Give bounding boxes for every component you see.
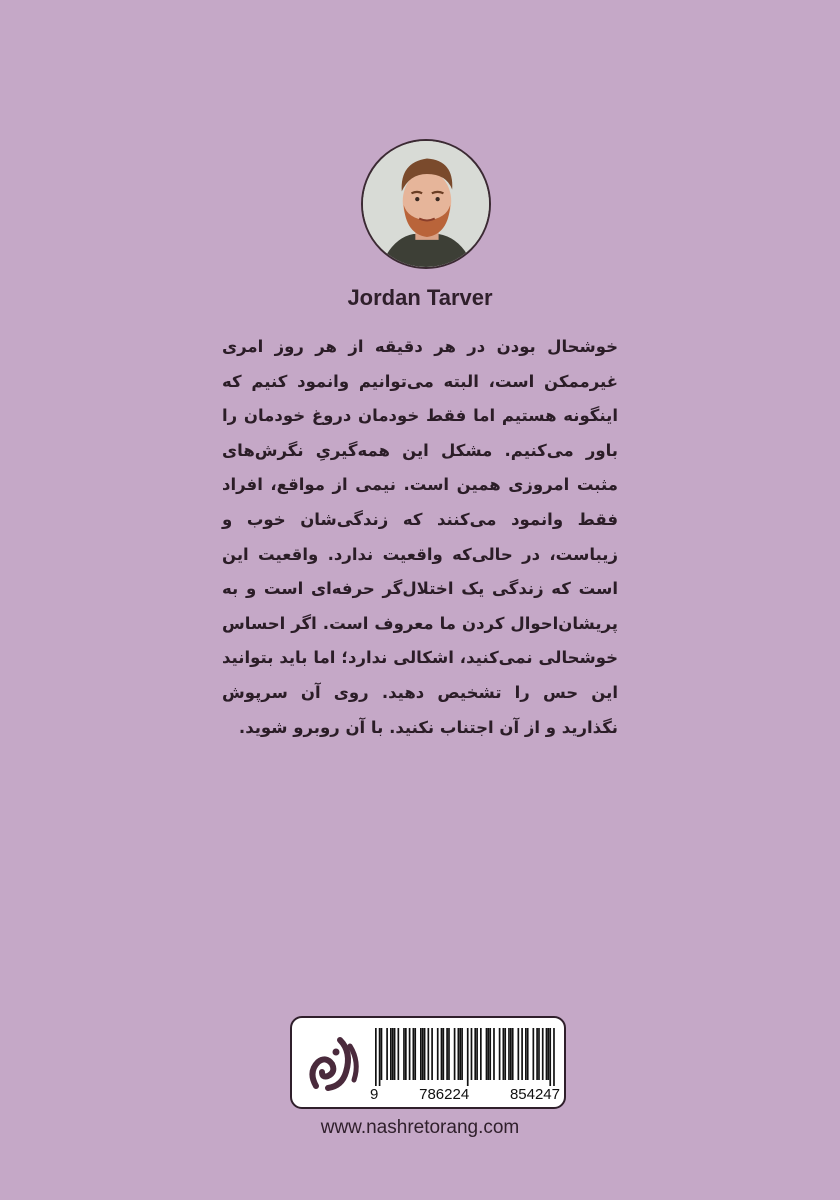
back-cover-blurb: خوشحال بودن در هر دقیقه از هر روز امری غیرممکن است، البته می‌توانیم وانمود کنیم که اینگونه هستیم اما فقط خودمان دروغ خودمان را باور می‌کنیم. مشکل این همه‌گیریِ نگرش‌های مثبت امروزی همین است. نیمی از مواقع، افراد فقط وانمود می‌کنند که زندگی‌شان خوب و زیباست، در حالی‌که واقعیت ندارد. واقعیت این است که زندگی یک اختلال‌گر حرفه‌ای است و به پریشان‌احوال کردن ما معروف است. اگر احساس خوشحالی نمی‌کنید، اشکالی ندارد؛ اما باید بتوانید این حس را تشخیص دهید. روی آن سرپوش نگذارید و از آن اجتناب نکنید. با آن روبرو شوید. — [222, 337, 618, 737]
barcode-bar — [392, 1028, 394, 1080]
isbn-group-1: 786224 — [419, 1086, 470, 1103]
barcode-bar — [474, 1028, 476, 1080]
barcode-bar — [431, 1028, 433, 1080]
barcode-bar — [409, 1028, 411, 1080]
barcode-bar — [546, 1028, 548, 1080]
barcode-bar — [488, 1028, 490, 1080]
barcode-bar — [458, 1028, 460, 1080]
barcode-bar — [553, 1028, 555, 1086]
barcode-bar — [405, 1028, 407, 1080]
barcode-bar — [512, 1028, 514, 1080]
barcode-bar — [461, 1028, 463, 1080]
barcode-bar — [503, 1028, 505, 1080]
barcode-bar — [548, 1028, 550, 1080]
barcode-bar — [489, 1028, 491, 1080]
barcode-bar — [422, 1028, 424, 1080]
barcode-bar — [493, 1028, 495, 1080]
publisher-website[interactable]: www.nashretorang.com — [320, 1117, 520, 1138]
barcode-bar — [542, 1028, 544, 1080]
barcode-bar — [446, 1028, 448, 1080]
barcode-bar — [413, 1028, 415, 1080]
publisher-logo-icon — [306, 1032, 364, 1094]
barcode-bar — [525, 1028, 527, 1080]
isbn-barcode — [375, 1028, 555, 1086]
author-photo — [361, 139, 491, 269]
barcode-bar — [441, 1028, 443, 1080]
barcode-bar — [424, 1028, 426, 1080]
barcode-bar — [379, 1028, 381, 1086]
isbn-group-2: 854247 — [509, 1086, 560, 1103]
barcode-bar — [398, 1028, 400, 1080]
barcode-bar — [521, 1028, 523, 1080]
barcode-bar — [443, 1028, 445, 1080]
barcode-bar — [390, 1028, 392, 1080]
barcode-panel — [290, 1016, 566, 1109]
barcode-bar — [527, 1028, 529, 1080]
barcode-bar — [454, 1028, 456, 1080]
barcode-bar — [437, 1028, 439, 1080]
barcode-bar — [508, 1028, 510, 1080]
author-name: Jordan Tarver — [347, 285, 493, 310]
barcode-bar — [533, 1028, 535, 1080]
barcode-bar — [471, 1028, 473, 1080]
barcode-bar — [518, 1028, 520, 1080]
barcode-bar — [386, 1028, 388, 1080]
barcode-bar — [504, 1028, 506, 1080]
barcode-bar — [394, 1028, 396, 1080]
barcode-bar — [420, 1028, 422, 1080]
barcode-bar — [480, 1028, 482, 1080]
barcode-bar — [536, 1028, 538, 1080]
barcode-bar — [538, 1028, 540, 1080]
barcode-bar — [428, 1028, 430, 1080]
isbn-prefix: 9 — [370, 1086, 379, 1103]
barcode-bar — [467, 1028, 469, 1086]
barcode-bar — [476, 1028, 478, 1080]
barcode-bar — [375, 1028, 377, 1086]
barcode-bar — [549, 1028, 551, 1086]
barcode-bar — [403, 1028, 405, 1080]
barcode-bar — [499, 1028, 501, 1080]
barcode-bar — [381, 1028, 383, 1080]
isbn-number — [370, 1086, 560, 1103]
author-portrait-image — [363, 141, 489, 267]
barcode-bar — [459, 1028, 461, 1080]
barcode-bar — [486, 1028, 488, 1080]
barcode-bar — [510, 1028, 512, 1080]
barcode-bar — [414, 1028, 416, 1080]
barcode-bar — [448, 1028, 450, 1080]
